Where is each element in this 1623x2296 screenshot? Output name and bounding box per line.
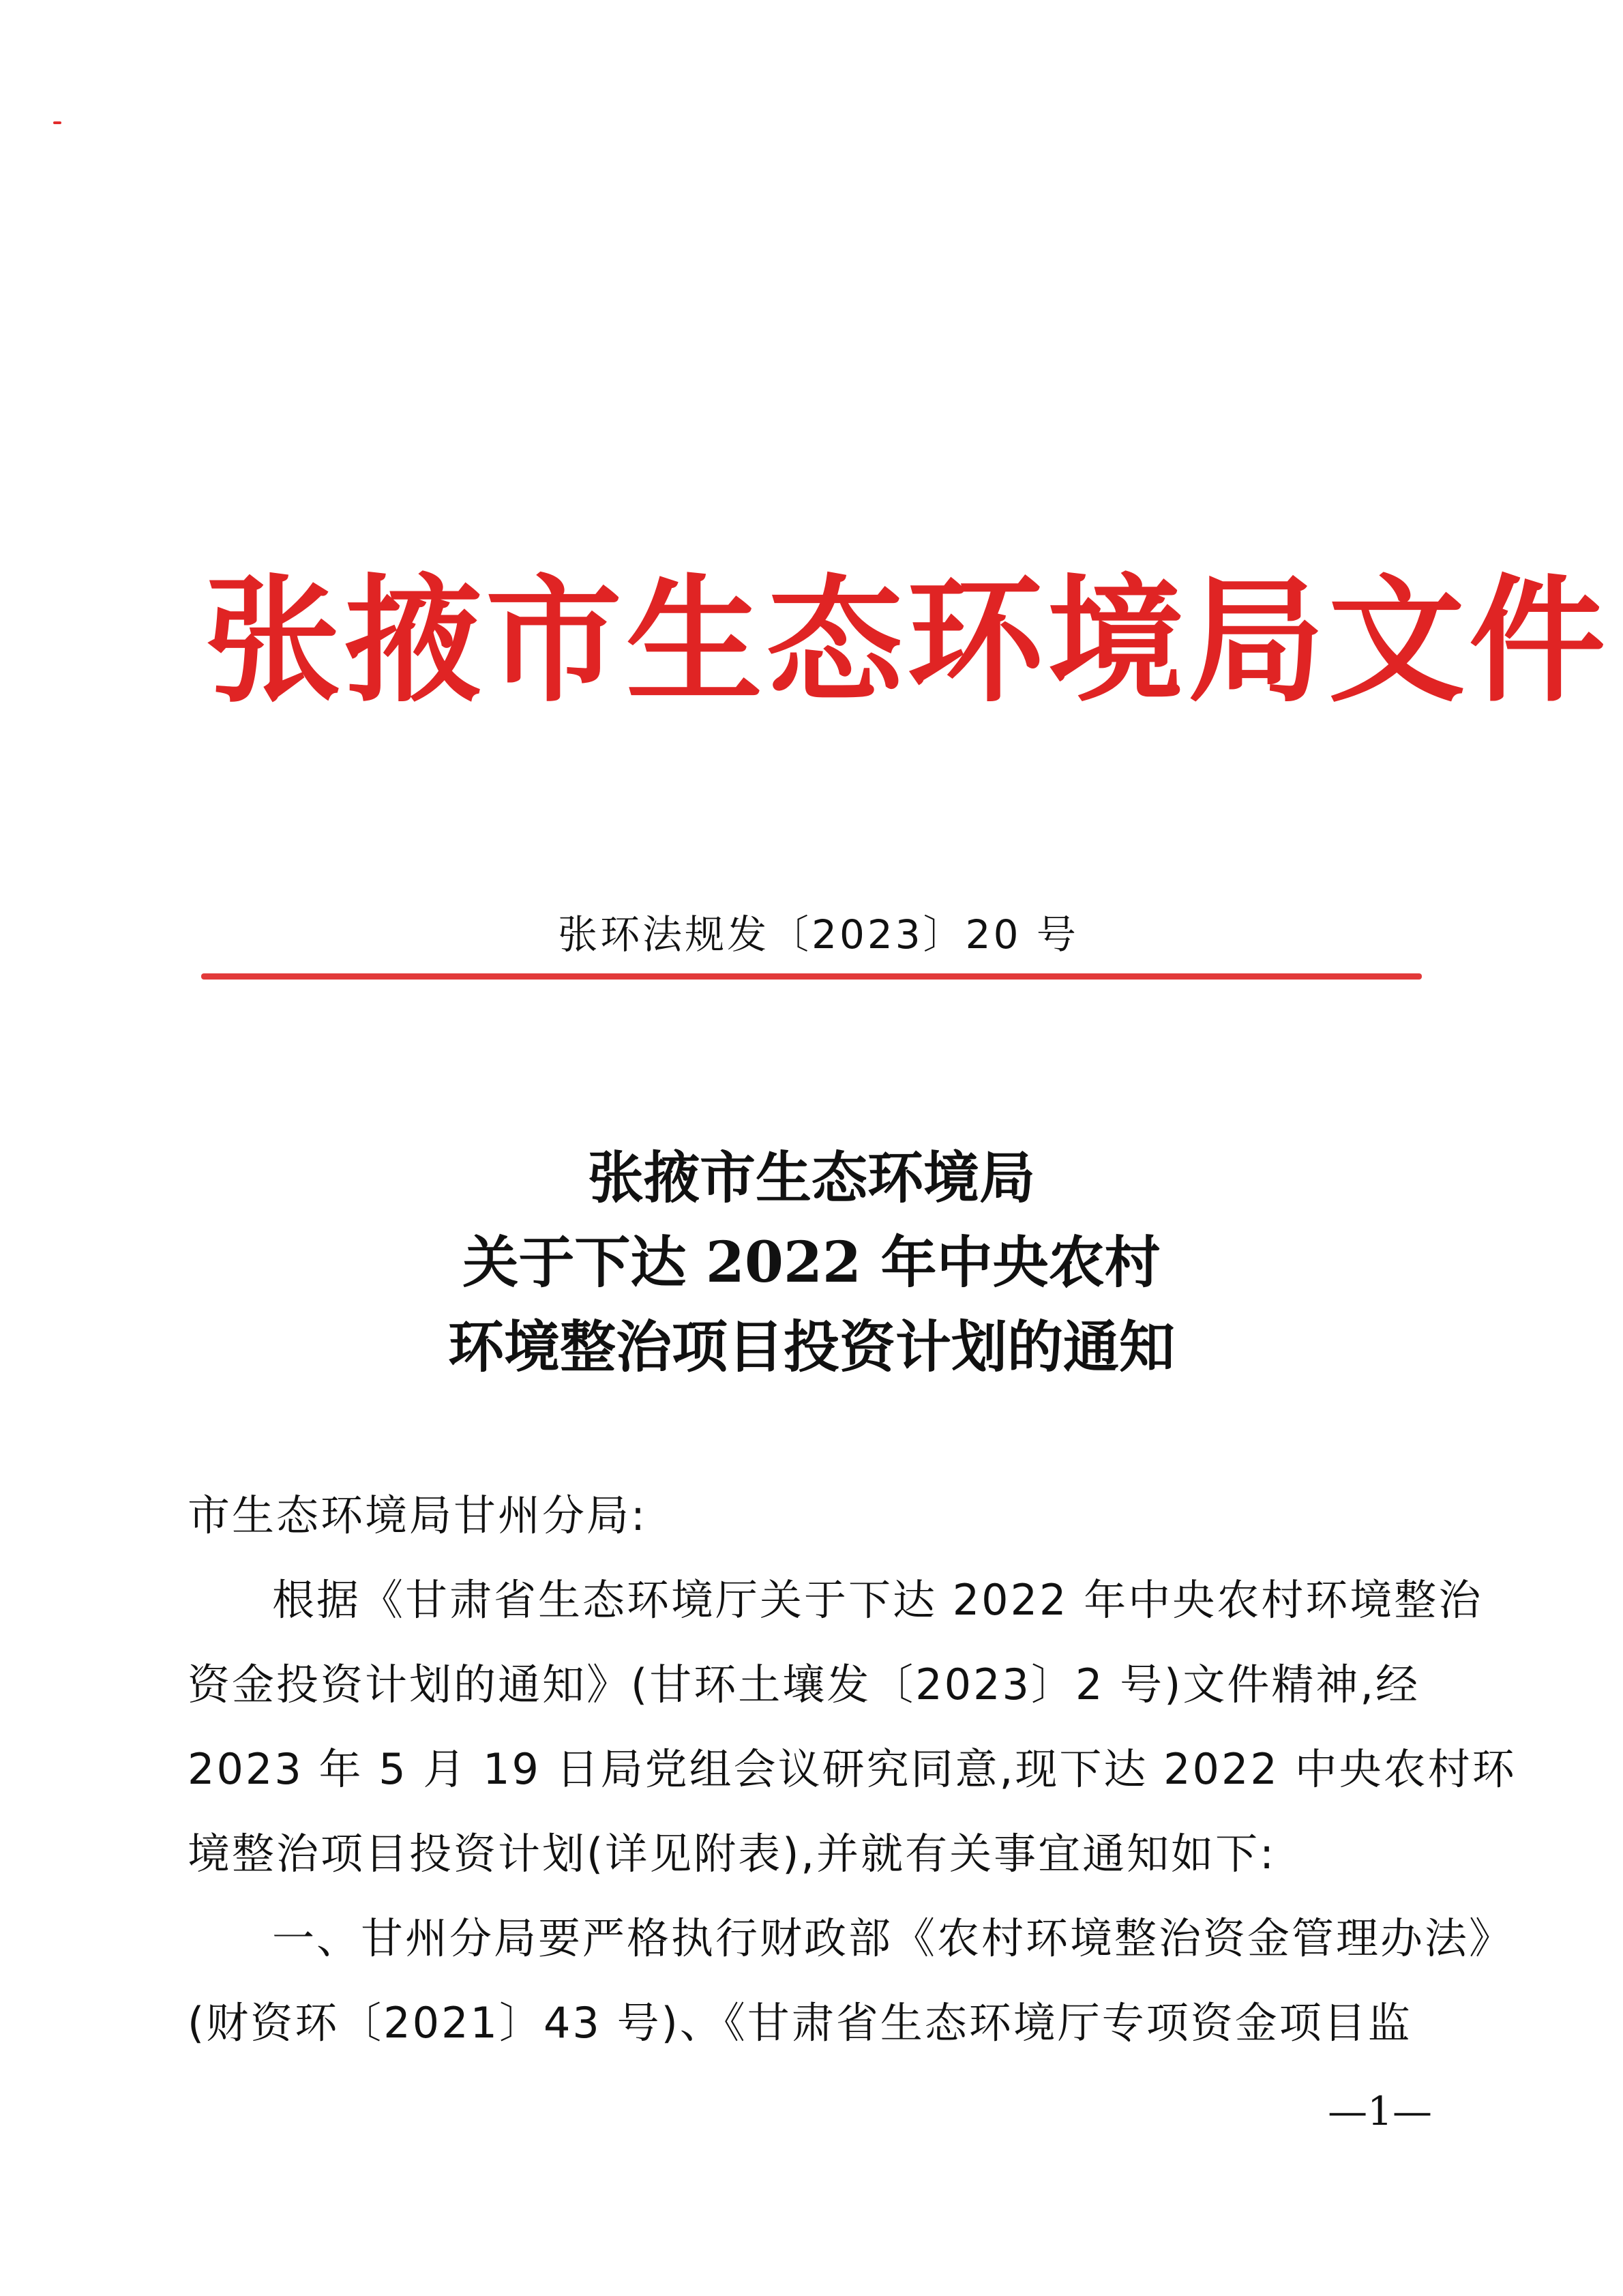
body-line: 根据《甘肃省生态环境厅关于下达 2022 年中央农村环境整治 bbox=[272, 1575, 1483, 1625]
red-speck-mark bbox=[53, 121, 61, 124]
notice-title-line: 关于下达 2022 年中央农村 bbox=[462, 1230, 1161, 1295]
notice-title-line: 环境整治项目投资计划的通知 bbox=[447, 1314, 1175, 1380]
body-line: 资金投资计划的通知》(甘环土壤发〔2023〕2 号)文件精神,经 bbox=[188, 1660, 1420, 1709]
red-divider-line bbox=[201, 973, 1422, 980]
page-number: —1— bbox=[1328, 2088, 1432, 2134]
body-line: 一、甘州分局要严格执行财政部《农村环境整治资金管理办法》 bbox=[272, 1913, 1514, 1963]
body-line: 2023 年 5 月 19 日局党组会议研究同意,现下达 2022 中央农村环 bbox=[188, 1744, 1517, 1794]
body-text bbox=[188, 1473, 1517, 2065]
notice-title bbox=[205, 1136, 1418, 1389]
body-line: 境整治项目投资计划(详见附表),并就有关事宜通知如下: bbox=[188, 1829, 1276, 1879]
document-header-title: 张掖市生态环境局文件 bbox=[205, 561, 1610, 721]
document-number: 张环法规发〔2023〕20 号 bbox=[558, 911, 1079, 958]
notice-title-line: 张掖市生态环境局 bbox=[587, 1145, 1035, 1211]
addressee-line: 市生态环境局甘州分局: bbox=[188, 1490, 647, 1540]
body-line: (财资环〔2021〕43 号)、《甘肃省生态环境厅专项资金项目监 bbox=[188, 1998, 1412, 2048]
